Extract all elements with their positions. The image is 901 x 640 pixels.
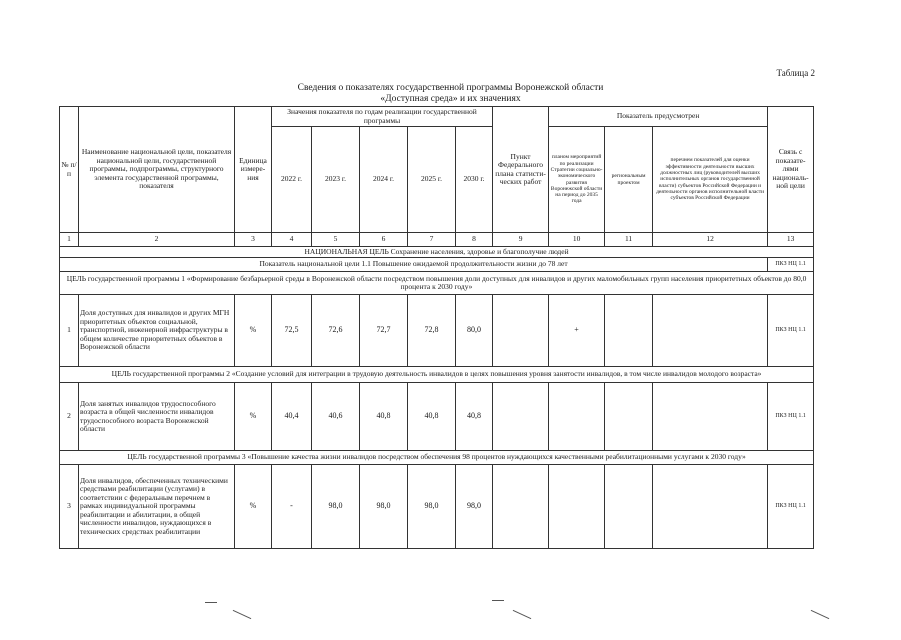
header-values-group: Значения показателя по годам реализации государственной программы bbox=[272, 107, 493, 127]
row-value-2025: 72,8 bbox=[408, 295, 456, 367]
row-unit: % bbox=[235, 465, 272, 549]
row-unit: % bbox=[235, 383, 272, 451]
col-number: 1 bbox=[60, 233, 79, 247]
row-value-2023: 40,6 bbox=[312, 383, 360, 451]
col-number: 7 bbox=[408, 233, 456, 247]
header-2025: 2025 г. bbox=[408, 127, 456, 233]
column-numbers-row bbox=[60, 233, 814, 247]
row-value-2030: 40,8 bbox=[456, 383, 493, 451]
title-line-1: Сведения о показателях государственной программы Воронежской области bbox=[297, 83, 604, 93]
goal-1-row: ЦЕЛЬ государственной программы 1 «Формирование безбарьерной среды в Воронежской области посредством повышения доли доступных для инвалидов и других маломобильных групп населения приоритетных объектов до 80,0 процента к 2030 году» bbox=[60, 272, 814, 295]
document-title bbox=[0, 83, 901, 105]
table-row bbox=[60, 295, 814, 367]
header-2023: 2023 г. bbox=[312, 127, 360, 233]
row-evaluation bbox=[653, 465, 768, 549]
header-evaluation: перечнем показателей для оценки эффективности деятельности высших должностных лиц (руководителей высших исполнительных органов государственной власти) субъектов Российской Федерации и деятельности органов исполнительной власти субъектов Российской Федерации bbox=[653, 127, 768, 233]
row-value-2024: 98,0 bbox=[360, 465, 408, 549]
col-number: 8 bbox=[456, 233, 493, 247]
col-number: 2 bbox=[79, 233, 235, 247]
header-provided-group: Показатель предусмотрен bbox=[549, 107, 768, 127]
indicators-table bbox=[59, 106, 814, 549]
row-indicator-name: Доля инвалидов, обеспеченных техническими средствами реабилитации (услугами) в соответствии с федеральным перечнем в рамках индивидуальной программы реабилитации и абилитации, в общей численности инвалидов, нуждающихся в технических средствах реабилитации bbox=[79, 465, 235, 549]
col-number: 9 bbox=[493, 233, 549, 247]
header-unit: Единица измере-ния bbox=[235, 107, 272, 233]
row-value-2022: 40,4 bbox=[272, 383, 312, 451]
header-regional: региональным проектом bbox=[605, 127, 653, 233]
row-value-2030: 80,0 bbox=[456, 295, 493, 367]
row-regional bbox=[605, 383, 653, 451]
row-num: 3 bbox=[60, 465, 79, 549]
row-link-code: ПКЗ НЦ 1.1 bbox=[768, 465, 814, 549]
row-evaluation bbox=[653, 295, 768, 367]
row-value-2023: 98,0 bbox=[312, 465, 360, 549]
table-row bbox=[60, 465, 814, 549]
header-2030: 2030 г. bbox=[456, 127, 493, 233]
header-name: Наименование национальной цели, показателя национальной цели, государственной программы, подпрограммы, структурного элемента государственной программы, показателя bbox=[79, 107, 235, 233]
header-fed-plan: Пункт Федерального плана статисти-ческих работ bbox=[493, 107, 549, 233]
row-fed-plan bbox=[493, 465, 549, 549]
national-indicator-code: ПКЗ НЦ 1.1 bbox=[768, 258, 814, 272]
col-number: 4 bbox=[272, 233, 312, 247]
national-goal-row: НАЦИОНАЛЬНАЯ ЦЕЛЬ Сохранение населения, здоровье и благополучие людей bbox=[60, 247, 814, 258]
col-number: 11 bbox=[605, 233, 653, 247]
table-row bbox=[60, 383, 814, 451]
scan-mark bbox=[811, 610, 830, 619]
row-value-2024: 40,8 bbox=[360, 383, 408, 451]
col-number: 6 bbox=[360, 233, 408, 247]
col-number: 12 bbox=[653, 233, 768, 247]
table-label: Таблица 2 bbox=[776, 68, 815, 78]
row-regional bbox=[605, 465, 653, 549]
row-value-2023: 72,6 bbox=[312, 295, 360, 367]
row-value-2025: 40,8 bbox=[408, 383, 456, 451]
scan-mark bbox=[233, 610, 252, 619]
row-value-2022: 72,5 bbox=[272, 295, 312, 367]
goal-2-row: ЦЕЛЬ государственной программы 2 «Создание условий для интеграции в трудовую деятельность инвалидов в целях повышения уровня занятости инвалидов, в том числе инвалидов молодого возраста» bbox=[60, 367, 814, 383]
row-unit: % bbox=[235, 295, 272, 367]
row-link-code: ПКЗ НЦ 1.1 bbox=[768, 295, 814, 367]
col-number: 3 bbox=[235, 233, 272, 247]
row-num: 2 bbox=[60, 383, 79, 451]
scan-mark bbox=[513, 610, 532, 619]
header-2024: 2024 г. bbox=[360, 127, 408, 233]
row-fed-plan bbox=[493, 295, 549, 367]
row-value-2025: 98,0 bbox=[408, 465, 456, 549]
header-num: № п/п bbox=[60, 107, 79, 233]
col-number: 5 bbox=[312, 233, 360, 247]
header-link: Связь с показате-лями националь-ной цели bbox=[768, 107, 814, 233]
header-2022: 2022 г. bbox=[272, 127, 312, 233]
row-evaluation bbox=[653, 383, 768, 451]
row-num: 1 bbox=[60, 295, 79, 367]
row-value-2024: 72,7 bbox=[360, 295, 408, 367]
col-number: 10 bbox=[549, 233, 605, 247]
goal-3-row: ЦЕЛЬ государственной программы 3 «Повышение качества жизни инвалидов посредством обеспечения 98 процентов нуждающихся качественными реабилитационными услугами к 2030 году» bbox=[60, 451, 814, 465]
row-indicator-name: Доля доступных для инвалидов и других МГН приоритетных объектов социальной, транспортной, инженерной инфраструктуры в общем количестве приоритетных объектов в Воронежской области bbox=[79, 295, 235, 367]
scan-mark bbox=[205, 602, 217, 603]
title-line-2: «Доступная среда» и их значениях bbox=[380, 94, 521, 104]
row-link-code: ПКЗ НЦ 1.1 bbox=[768, 383, 814, 451]
row-value-2030: 98,0 bbox=[456, 465, 493, 549]
row-regional bbox=[605, 295, 653, 367]
header-strategy: планом мероприятий по реализации Стратегии социально-экономического развития Воронежской области на период до 2035 года bbox=[549, 127, 605, 233]
row-value-2022: - bbox=[272, 465, 312, 549]
col-number: 13 bbox=[768, 233, 814, 247]
row-strategy-mark: + bbox=[549, 295, 605, 367]
row-strategy-mark bbox=[549, 383, 605, 451]
row-strategy-mark bbox=[549, 465, 605, 549]
row-fed-plan bbox=[493, 383, 549, 451]
row-indicator-name: Доля занятых инвалидов трудоспособного возраста в общей численности инвалидов трудоспособного возраста Воронежской области bbox=[79, 383, 235, 451]
scan-mark bbox=[492, 600, 504, 601]
national-indicator-row: Показатель национальной цели 1.1 Повышение ожидаемой продолжительности жизни до 78 лет bbox=[60, 258, 768, 272]
